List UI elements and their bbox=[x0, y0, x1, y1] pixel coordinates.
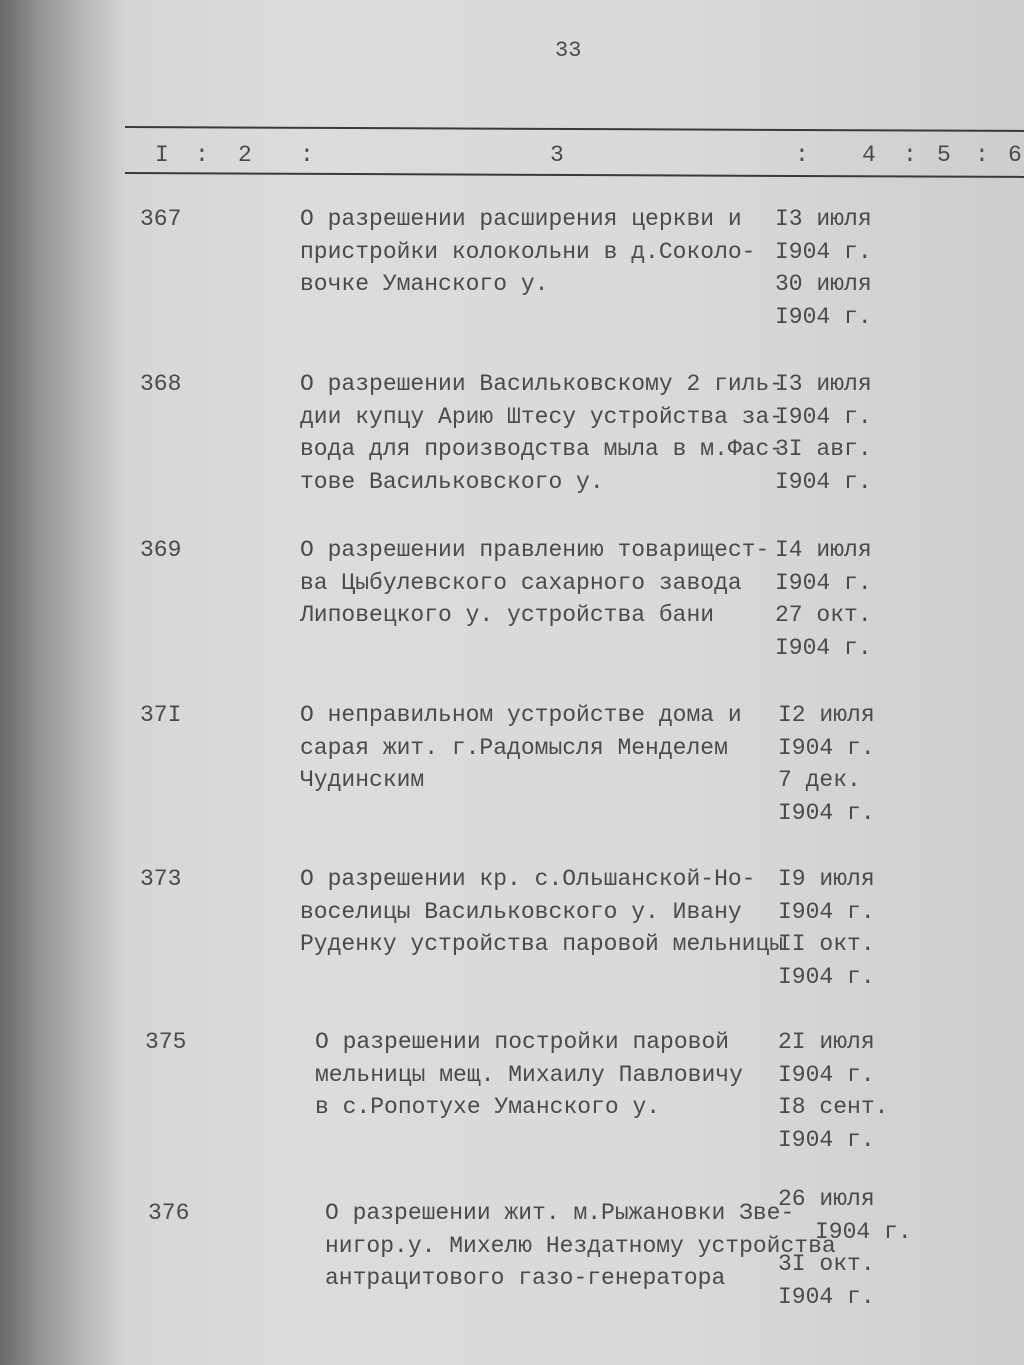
header-bottom-rule bbox=[125, 172, 1024, 178]
col-4: 4 bbox=[862, 142, 876, 168]
entry-description-line: Руденку устройства паровой мельницы bbox=[300, 931, 784, 957]
entry-date-line: I904 г. bbox=[778, 1283, 875, 1310]
col-6: 6 bbox=[1008, 142, 1022, 168]
book-binding-shadow bbox=[0, 0, 130, 1365]
entry-number: 37I bbox=[140, 702, 182, 728]
entry-number: 373 bbox=[140, 866, 182, 892]
entry-date-line: I904 г. bbox=[775, 468, 872, 495]
page-number: 33 bbox=[555, 38, 582, 63]
entry-description-line: вода для производства мыла в м.Фас- bbox=[300, 436, 784, 462]
entry-description-line: тове Васильковского у. bbox=[300, 468, 604, 495]
entry-date-line: I3 июля bbox=[775, 371, 872, 397]
sep: : bbox=[795, 142, 809, 168]
entry-number: 369 bbox=[140, 537, 182, 563]
entry-date-line: 26 июля bbox=[778, 1186, 875, 1212]
entry-description-line: в с.Ропотухе Уманского у. bbox=[315, 1094, 661, 1120]
col-2: 2 bbox=[238, 142, 252, 168]
sep: : bbox=[975, 142, 989, 168]
entry-number: 368 bbox=[140, 371, 182, 397]
sep: : bbox=[195, 142, 209, 168]
entry-date-line: 30 июля bbox=[775, 271, 872, 297]
entry-date-line: I904 г. bbox=[775, 238, 872, 265]
entry-description-line: О разрешении Васильковскому 2 гиль- bbox=[300, 371, 784, 397]
entry-date-line: I904 г. bbox=[778, 963, 875, 990]
entry-description-line: антрацитового газо-генератора bbox=[325, 1265, 726, 1291]
entry-description-line: О разрешении расширения церкви и bbox=[300, 206, 742, 232]
entry-date-line: I4 июля bbox=[775, 537, 872, 563]
col-5: 5 bbox=[937, 142, 951, 168]
entry-description-line: мельницы мещ. Михаилу Павловичу bbox=[315, 1061, 743, 1088]
entry-description-line: О неправильном устройстве дома и bbox=[300, 702, 742, 728]
col-1: I bbox=[155, 142, 169, 168]
entry-number: 375 bbox=[145, 1029, 187, 1055]
entry-date-line: I904 г. bbox=[778, 1061, 875, 1088]
entry-description-line: О разрешении кр. с.Ольшанской-Но- bbox=[300, 866, 756, 892]
entry-date-line: I904 г. bbox=[775, 569, 872, 596]
entry-description-line: воселицы Васильковского у. Ивану bbox=[300, 898, 742, 925]
entry-date-line: I904 г. bbox=[778, 799, 875, 826]
sep: : bbox=[903, 142, 917, 168]
entry-date-line: I2 июля bbox=[778, 702, 875, 728]
entry-number: 367 bbox=[140, 206, 182, 232]
entry-date-line: I3 июля bbox=[775, 206, 872, 232]
entry-date-line: I904 г. bbox=[775, 303, 872, 330]
entry-description-line: дии купцу Арию Штесу устройства за- bbox=[300, 403, 784, 430]
entry-date-line: 3I окт. bbox=[778, 1251, 875, 1277]
sep: : bbox=[300, 142, 314, 168]
entry-date-line: I904 г. bbox=[778, 898, 875, 925]
entry-description-line: сарая жит. г.Радомысля Менделем bbox=[300, 734, 728, 761]
entry-date-line: I8 сент. bbox=[778, 1094, 889, 1120]
entry-date-line: II окт. bbox=[778, 931, 875, 957]
entry-date-line: I904 г. bbox=[778, 1126, 875, 1153]
entry-description-line: О разрешении правлению товарищест- bbox=[300, 537, 770, 563]
entry-date-line: I904 г. bbox=[778, 734, 875, 761]
entry-date-line: I904 г. bbox=[775, 403, 872, 430]
entry-description-line: пристройки колокольни в д.Соколо- bbox=[300, 238, 756, 265]
entry-description-line: О разрешении жит. м.Рыжановки Зве- bbox=[325, 1200, 795, 1226]
entry-date-line: 3I авг. bbox=[775, 436, 872, 462]
entry-description-line: Чудинским bbox=[300, 767, 425, 793]
entry-date-line: I9 июля bbox=[778, 866, 875, 892]
entry-date-line: 7 дек. bbox=[778, 767, 861, 793]
header-top-rule bbox=[125, 126, 1024, 132]
entry-date-line: 27 окт. bbox=[775, 602, 872, 628]
entry-description-line: ва Цыбулевского сахарного завода bbox=[300, 569, 742, 596]
col-3: 3 bbox=[550, 142, 564, 168]
entry-description-line: О разрешении постройки паровой bbox=[315, 1029, 730, 1055]
entry-date-line: 2I июля bbox=[778, 1029, 875, 1055]
entry-description-line: Липовецкого у. устройства бани bbox=[300, 602, 715, 628]
entry-date-line: I904 г. bbox=[815, 1218, 912, 1245]
entry-description-line: вочке Уманского у. bbox=[300, 271, 549, 297]
entry-description-line: нигор.у. Михелю Нездатному устройства bbox=[325, 1232, 836, 1259]
entry-number: 376 bbox=[148, 1200, 190, 1226]
entry-date-line: I904 г. bbox=[775, 634, 872, 661]
